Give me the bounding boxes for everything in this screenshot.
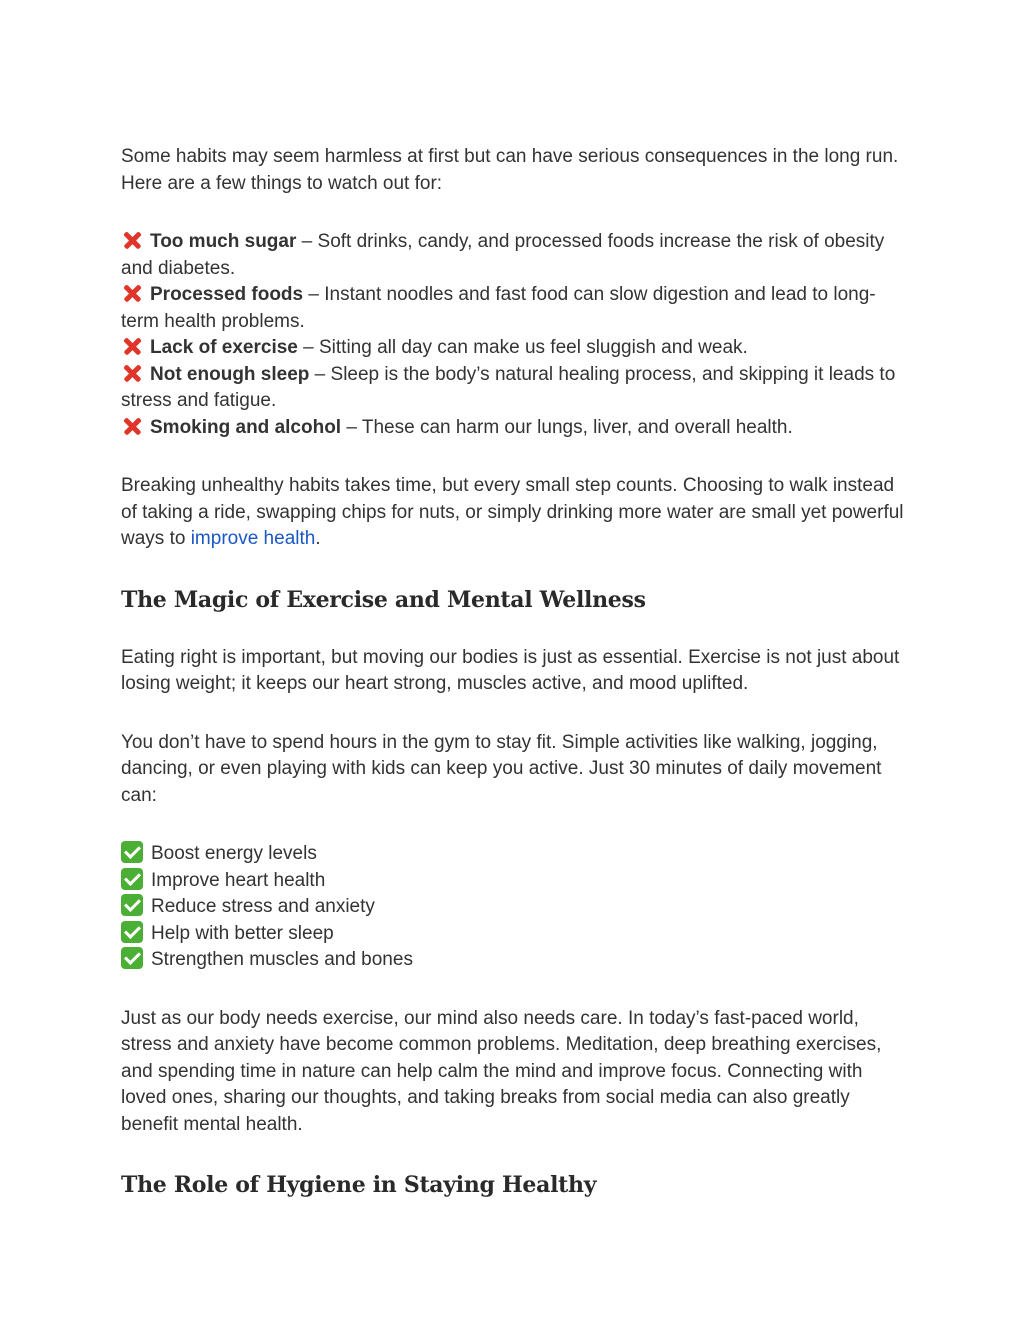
habit-title: Processed foods xyxy=(150,284,304,305)
habit-text: – These can harm our lungs, liver, and overall health. xyxy=(341,416,793,438)
habit-text: – Soft drinks, candy, and processed foods increase the risk of obesity and diabetes. xyxy=(121,231,885,279)
list-item xyxy=(121,362,911,415)
benefit-text: Boost energy levels xyxy=(151,843,317,864)
habits-list xyxy=(121,229,911,441)
habit-title: Not enough sleep xyxy=(150,363,310,385)
check-mark-icon xyxy=(121,841,143,863)
habit-title: Smoking and alcohol xyxy=(150,416,342,438)
list-item xyxy=(121,894,911,921)
benefit-text: Reduce stress and anxiety xyxy=(151,896,375,917)
benefit-text: Improve heart health xyxy=(151,869,326,891)
check-mark-icon xyxy=(121,894,143,916)
cross-mark-icon xyxy=(121,416,143,436)
exercise-paragraph-1: Eating right is important, but moving our bodies is just as essential. Exercise is not just about losing weight; it keeps our heart strong, muscles active, and mood uplifted. xyxy=(121,646,900,694)
list-item xyxy=(121,947,911,974)
breaking-text: Breaking unhealthy habits takes time, but every small step counts. Choosing to walk instead of taking a ride, swapping chips for nuts, or simply drinking more water are small yet powerful ways to xyxy=(121,475,904,549)
breaking-habits-paragraph xyxy=(121,473,911,553)
habit-title: Lack of exercise xyxy=(150,337,298,358)
hygiene-heading: The Role of Hygiene in Staying Healthy xyxy=(121,1172,597,1198)
exercise-paragraph-2: You don’t have to spend hours in the gym to stay fit. Simple activities like walking, jogging, dancing, or even playing with kids can keep you active. Just 30 minutes of daily movement can: xyxy=(121,731,882,806)
list-item xyxy=(121,841,911,868)
mental-health-paragraph: Just as our body needs exercise, our mind also needs care. In today’s fast-paced world, stress and anxiety have become common problems. Meditation, deep breathing exercises, and spending time in nature can help calm the mind and improve focus. Connecting with loved ones, sharing our thoughts, and taking breaks from social media can also greatly benefit mental health. xyxy=(121,1007,882,1135)
habit-text: – Sitting all day can make us feel sluggish and weak. xyxy=(297,337,748,358)
intro-paragraph: Some habits may seem harmless at first but can have serious consequences in the long run. Here are a few things to watch out for: xyxy=(121,146,899,194)
cross-mark-icon xyxy=(121,283,143,303)
list-item xyxy=(121,229,911,282)
cross-mark-icon xyxy=(121,363,143,383)
habit-title: Too much sugar xyxy=(150,231,297,252)
list-item xyxy=(121,415,911,442)
list-item xyxy=(121,868,911,895)
cross-mark-icon xyxy=(121,336,143,356)
benefits-list xyxy=(121,841,911,974)
exercise-heading: The Magic of Exercise and Mental Wellness xyxy=(121,586,646,613)
breaking-end: . xyxy=(315,528,321,549)
benefit-text: Strengthen muscles and bones xyxy=(151,949,413,970)
check-mark-icon xyxy=(121,921,143,943)
check-mark-icon xyxy=(121,947,143,969)
improve-health-link[interactable]: improve health xyxy=(190,528,316,549)
check-mark-icon xyxy=(121,868,143,890)
benefit-text: Help with better sleep xyxy=(151,922,334,944)
list-item xyxy=(121,921,911,948)
habit-text: – Sleep is the body’s natural healing process, and skipping it leads to stress and fatigue. xyxy=(121,363,896,411)
habit-text: – Instant noodles and fast food can slow digestion and lead to long-term health problems. xyxy=(121,284,876,332)
list-item xyxy=(121,282,911,335)
document-page xyxy=(121,144,911,1200)
cross-mark-icon xyxy=(121,230,143,250)
list-item xyxy=(121,335,911,362)
